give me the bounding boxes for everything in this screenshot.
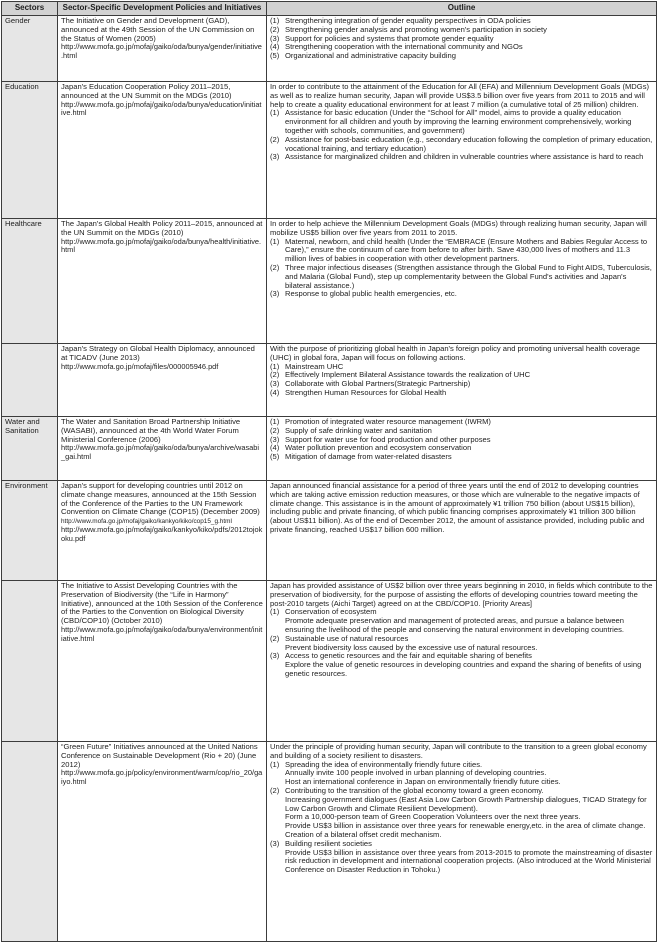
outline-cell <box>267 481 657 581</box>
item-text: Contributing to the transition of the global economy toward a green economy. <box>285 785 544 795</box>
item-number: (1) <box>270 607 280 617</box>
initiative-cell <box>58 417 267 481</box>
policy-table <box>1 1 657 942</box>
initiative-url[interactable]: http://www.mofa.go.jp/mofaj/files/000005946.pdf <box>61 361 219 371</box>
item-text: Spreading the idea of environmentally friendly future cities. <box>285 759 483 769</box>
outline-intro: Japan has provided assistance of US$2 billion over three years beginning in 2010, in fields which contribute to the preservation of biodiversity, for the purpose of assisting the efforts of developing countries toward meeting the post-2010 targets (Aichi Target) agreed on at the CBD/COP10. [Priority Areas] <box>270 581 653 608</box>
item-subtext: Provide US$3 billion in assistance over three years from 2013-2015 to promote the mainstreaming of disaster risk reduction in development and international cooperation projects. (Also introduced at the World Ministerial Conference on Disaster Reduction in Tohoku.) <box>285 847 653 875</box>
item-number: (3) <box>270 289 280 299</box>
item-subtext: Explore the value of genetic resources in developing countries and expand the sharing of benefits of using genetic resources. <box>285 660 642 678</box>
outline-cell <box>267 16 657 82</box>
item-number: (2) <box>270 633 280 643</box>
sector-cell <box>2 742 58 942</box>
outline-cell <box>267 581 657 742</box>
item-number: (4) <box>270 443 280 453</box>
item-number: (1) <box>270 361 280 371</box>
initiative-title: Japan's Strategy on Global Health Diplomacy, announced at TICADV (June 2013) <box>61 344 255 362</box>
list-item <box>270 290 653 299</box>
item-number: (2) <box>270 425 280 435</box>
initiative-title: “Green Future” Initiatives announced at the United Nations Conference on Sustainable Development (Rio + 20) (June 2012) <box>61 742 258 769</box>
initiative-cell <box>58 742 267 942</box>
item-subtext: Annually invite 100 people involved in urban planning of developing countries. <box>285 768 547 778</box>
item-number: (3) <box>270 33 280 43</box>
sector-cell: Healthcare <box>2 219 58 344</box>
item-subtext: Provide US$3 billion in assistance over three years for renewable energy,etc. in the area of climate change. <box>285 821 646 831</box>
item-subtext: Creation of a bilateral offset credit mechanism. <box>285 829 442 839</box>
item-text: Maternal, newborn, and child health (Under the “EMBRACE (Ensure Mothers and Babies Regular Access to Care),” ensure the continuum of care from before to after birth. Save 430,000 lives of mothers and 11.3 million lives of babies in cooperation with other development partners. <box>285 236 648 264</box>
item-number: (4) <box>270 387 280 397</box>
list-item <box>270 109 653 135</box>
header-sectors: Sectors <box>2 2 58 16</box>
initiative-title: The Japan's Global Health Policy 2011–2015, announced at the UN Summit on the MDGs (2010) <box>61 219 263 237</box>
item-text: Access to genetic resources and the fair and equitable sharing of benefits <box>285 651 532 661</box>
item-text: Three major infectious diseases (Strengthen assistance through the Global Fund to Fight AIDS, Tuberculosis, and Malaria (Global Fund), step up complementarity between the Global Fund's activities and Japan's bilateral assistance.) <box>285 262 652 290</box>
item-number: (1) <box>270 108 280 118</box>
initiative-cell <box>58 219 267 344</box>
initiative-url[interactable]: http://www.mofa.go.jp/policy/environment/warm/cop/rio_20/gaiyo.html <box>61 768 263 787</box>
item-text: Strengthening cooperation with the international community and NGOs <box>285 42 523 52</box>
item-number: (3) <box>270 838 280 848</box>
item-text: Collaborate with Global Partners(Strategic Partnership) <box>285 379 471 389</box>
item-number: (4) <box>270 42 280 52</box>
outline-cell <box>267 344 657 417</box>
item-text: Strengthening integration of gender equality perspectives in ODA policies <box>285 16 531 25</box>
table-row <box>2 481 657 581</box>
sector-cell: Education <box>2 82 58 219</box>
table-row <box>2 417 657 481</box>
item-number: (5) <box>270 51 280 61</box>
item-text: Supply of safe drinking water and sanitation <box>285 425 432 435</box>
table-row <box>2 742 657 942</box>
table-row <box>2 219 657 344</box>
item-subtext: Host an international conference in Japan on environmentally friendly future cities. <box>285 777 561 787</box>
item-text: Assistance for basic education (Under the “School for All” model, aims to provide a quality education environment for all children and youth by improving the learning environment comprehensively, working together with schools, communities, and government) <box>285 108 632 135</box>
item-number: (2) <box>270 370 280 380</box>
outline-cell <box>267 417 657 481</box>
item-subtext: Prevent biodiversity loss caused by the excessive use of natural resources. <box>285 642 538 652</box>
item-number: (2) <box>270 785 280 795</box>
item-text: Strengthening gender analysis and promoting women's participation in society <box>285 24 547 34</box>
header-outline: Outline <box>267 2 657 16</box>
item-text: Promotion of integrated water resource management (IWRM) <box>285 417 491 426</box>
item-text: Water pollution prevention and ecosystem conservation <box>285 443 472 453</box>
initiative-url[interactable]: http://www.mofa.go.jp/mofaj/gaiko/oda/bunya/gender/initiative.html <box>61 42 262 61</box>
list-item <box>270 238 653 264</box>
item-number: (3) <box>270 651 280 661</box>
initiative-cell <box>58 82 267 219</box>
list-item <box>270 52 653 61</box>
item-subtext: Increasing government dialogues (East Asia Low Carbon Growth Partnership dialogues, TICAD Strategy for Low Carbon Growth and Climate Resilient Development). <box>285 794 647 813</box>
initiative-cell <box>58 481 267 581</box>
list-item <box>270 389 653 398</box>
list-item <box>270 136 653 154</box>
item-text: Response to global public health emergencies, etc. <box>285 289 457 299</box>
item-number: (2) <box>270 134 280 144</box>
item-text: Sustainable use of natural resources <box>285 633 409 643</box>
item-text: Support for water use for food production and other purposes <box>285 434 491 444</box>
initiative-url[interactable]: http://www.mofa.go.jp/mofaj/gaiko/oda/bunya/health/initiative.html <box>61 236 262 255</box>
table-row <box>2 344 657 417</box>
item-number: (1) <box>270 236 280 246</box>
initiative-cell <box>58 16 267 82</box>
initiative-url[interactable]: http://www.mofa.go.jp/mofaj/gaiko/kankyo/kiko/pdfs/2012tojokoku.pdf <box>61 524 263 543</box>
outline-cell <box>267 219 657 344</box>
item-text: Support for policies and systems that promote gender equality <box>285 33 494 43</box>
list-item <box>270 153 653 162</box>
item-number: (2) <box>270 24 280 34</box>
item-number: (5) <box>270 452 280 462</box>
item-subtext: Form a 10,000-person team of Green Cooperation Volunteers over the next three years. <box>285 812 581 822</box>
item-number: (3) <box>270 152 280 162</box>
outline-intro: In order to contribute to the attainment of the Education for All (EFA) and Millennium Development Goals (MDGs) as well as to realize human security, Japan will provide US$3.5 billion over five years from 2011 to 2015 and will help to create a quality educational environment for at least 7 million (a cumulative total of 25 million) children. <box>270 82 650 109</box>
item-text: Mainstream UHC <box>285 361 344 371</box>
sector-cell: Environment <box>2 481 58 581</box>
sector-cell: Water and Sanitation <box>2 417 58 481</box>
outline-cell <box>267 82 657 219</box>
item-number: (3) <box>270 379 280 389</box>
sector-cell <box>2 581 58 742</box>
item-subtext: Promote adequate preservation and management of protected areas, and pursue a balance between ensuring the livelihood of the people and conserving the natural environment in developing countries. <box>285 616 624 634</box>
sector-cell: Gender <box>2 16 58 82</box>
item-text: Building resilient societies <box>285 838 372 848</box>
table-row <box>2 581 657 742</box>
initiative-cell <box>58 344 267 417</box>
item-text: Effectively Implement Bilateral Assistance towards the realization of UHC <box>285 370 531 380</box>
initiative-cell <box>58 581 267 742</box>
list-item <box>270 264 653 290</box>
item-number: (1) <box>270 759 280 769</box>
sector-cell <box>2 344 58 417</box>
initiative-title: The Initiative on Gender and Development (GAD), announced at the 49th Session of the UN Commission on the Status of Women (2005) <box>61 16 255 43</box>
table-row <box>2 82 657 219</box>
initiative-url[interactable]: http://www.mofa.go.jp/mofaj/gaiko/kankyo/kiko/cop15_g.html <box>61 518 232 526</box>
initiative-title: Japan's support for developing countries until 2012 on climate change measures, announced at the 15th Session of the Conference of the Parties to the UN Framework Convention on Climate Change (COP15) (December 2009) <box>61 481 260 517</box>
item-text: Organizational and administrative capacity building <box>285 51 456 61</box>
initiative-title: The Water and Sanitation Broad Partnership Initiative (WASABI), announced at the 4th World Water Forum Ministerial Conference (2006) <box>61 417 241 444</box>
outline-cell <box>267 742 657 942</box>
header-initiatives: Sector-Specific Development Policies and Initiatives <box>58 2 267 16</box>
outline-intro: With the purpose of prioritizing global health in Japan's foreign policy and promoting universal health coverage (UHC) in global fora, Japan will focus on following actions. <box>270 344 640 362</box>
initiative-url[interactable]: http://www.mofa.go.jp/mofaj/gaiko/oda/bunya/education/initiative.html <box>61 99 262 118</box>
initiative-url[interactable]: http://www.mofa.go.jp/mofaj/gaiko/oda/bunya/environment/initiative.html <box>61 624 263 643</box>
outline-intro: Under the principle of providing human security, Japan will contribute to the transition to a green global economy and building of a society resilient to disasters. <box>270 742 647 760</box>
item-text: Conservation of ecosystem <box>285 607 377 617</box>
item-number: (1) <box>270 417 280 426</box>
item-number: (2) <box>270 262 280 272</box>
outline-intro: Japan announced financial assistance for a period of three years until the end of 2012 to developing countries which are taking active emission reduction measures, or those which are vulnerable to the negative impacts of climate change. This assistance is in the amount of approximately ¥1 trillion 750 billion (about US$15 billion), including public and private financing, of which public financing comprises approximately ¥1 trillion 300 billion (about US$11 billion). As of the end of December 2012, the amount of assistance provided, including public and private financing, reached US$17 billion 600 million. <box>270 481 645 534</box>
table-row <box>2 16 657 82</box>
list-item <box>270 453 653 462</box>
table-header-row <box>2 2 657 16</box>
initiative-title: Japan's Education Cooperation Policy 2011–2015, announced at the UN Summit on the MDGs (2010) <box>61 82 232 100</box>
item-text: Assistance for marginalized children and children in vulnerable countries where assistance is hard to reach <box>285 152 644 162</box>
item-number: (3) <box>270 434 280 444</box>
initiative-title: The Initiative to Assist Developing Countries with the Preservation of Biodiversity (the “Life in Harmony” Initiative), announced at the 10th Session of the Conference of the Parties to the Convention on Biological Diversity (CBD/COP10) (October 2010) <box>61 581 263 626</box>
outline-intro: In order to help achieve the Millennium Development Goals (MDGs) through realizing human security, Japan will mobilize US$5 billion over five years from 2011 to 2015. <box>270 219 647 237</box>
item-text: Strengthen Human Resources for Global Health <box>285 387 447 397</box>
item-number: (1) <box>270 16 280 25</box>
item-text: Mitigation of damage from water-related disasters <box>285 452 452 462</box>
initiative-url[interactable]: http://www.mofa.go.jp/mofaj/gaiko/oda/bunya/archive/wasabi_gai.html <box>61 443 260 462</box>
item-text: Assistance for post-basic education (e.g., secondary education following the completion of primary education, vocational training, and tertiary education) <box>285 134 653 153</box>
